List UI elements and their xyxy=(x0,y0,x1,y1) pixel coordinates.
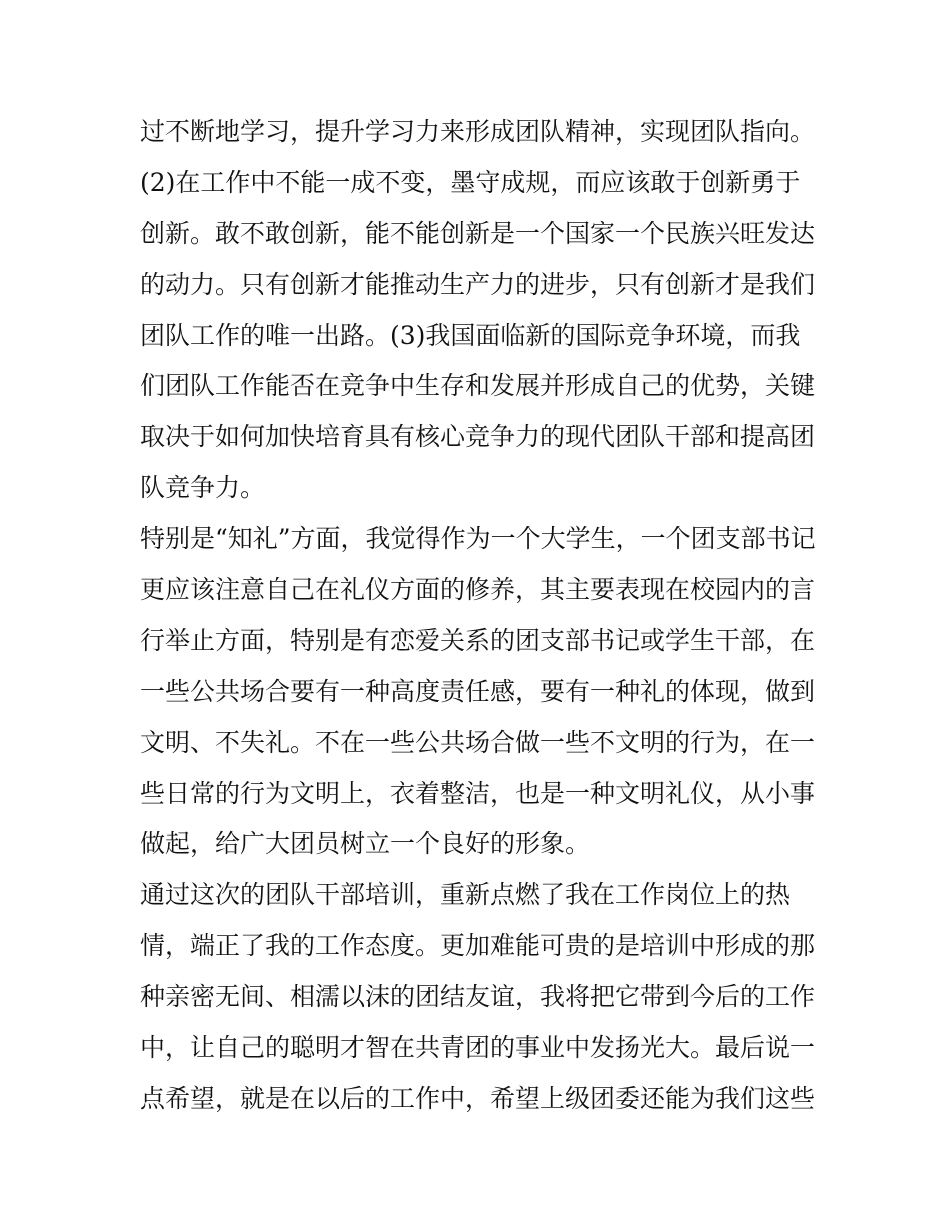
text-line: 更应该注意自己在礼仪方面的修养，其主要表现在校园内的言 xyxy=(140,575,816,605)
text-line: 特别是“知礼”方面，我觉得作为一个大学生，一个团支部书记 xyxy=(140,524,816,554)
document-body xyxy=(140,107,820,1125)
text-line: 过不断地学习，提升学习力来形成团队精神，实现团队指向。 xyxy=(140,117,816,146)
text-line: 们团队工作能否在竞争中生存和发展并形成自己的优势，关键 xyxy=(140,371,816,401)
text-line: 团队工作的唯一出路。(3)我国面临新的国际竞争环境，而我 xyxy=(140,320,801,350)
text-line: 些日常的行为文明上，衣着整洁，也是一种文明礼仪，从小事 xyxy=(140,778,816,808)
text-line: 文明、不失礼。不在一些公共场合做一些不文明的行为，在一 xyxy=(140,727,816,757)
text-line: (2)在工作中不能一成不变，墨守成规，而应该敢于创新勇于 xyxy=(140,167,801,197)
text-line: 创新。敢不敢创新，能不能创新是一个国家一个民族兴旺发达 xyxy=(140,218,816,248)
text-line: 取决于如何加快培育具有核心竞争力的现代团队干部和提高团 xyxy=(140,422,816,452)
text-line: 点希望，就是在以后的工作中，希望上级团委还能为我们这些 xyxy=(140,1083,816,1113)
text-line: 的动力。只有创新才能推动生产力的进步，只有创新才是我们 xyxy=(140,269,816,299)
text-line: 行举止方面，特别是有恋爱关系的团支部书记或学生干部，在 xyxy=(140,625,816,655)
text-line: 情，端正了我的工作态度。更加难能可贵的是培训中形成的那 xyxy=(140,931,816,961)
text-line: 队竞争力。 xyxy=(140,473,266,503)
text-line: 做起，给广大团员树立一个良好的形象。 xyxy=(140,829,591,859)
text-line: 一些公共场合要有一种高度责任感，要有一种礼的体现，做到 xyxy=(140,676,816,706)
text-line: 通过这次的团队干部培训，重新点燃了我在工作岗位上的热 xyxy=(140,880,791,910)
text-line: 种亲密无间、相濡以沫的团结友谊，我将把它带到今后的工作 xyxy=(140,982,816,1012)
text-line: 中，让自己的聪明才智在共青团的事业中发扬光大。最后说一 xyxy=(140,1033,816,1063)
